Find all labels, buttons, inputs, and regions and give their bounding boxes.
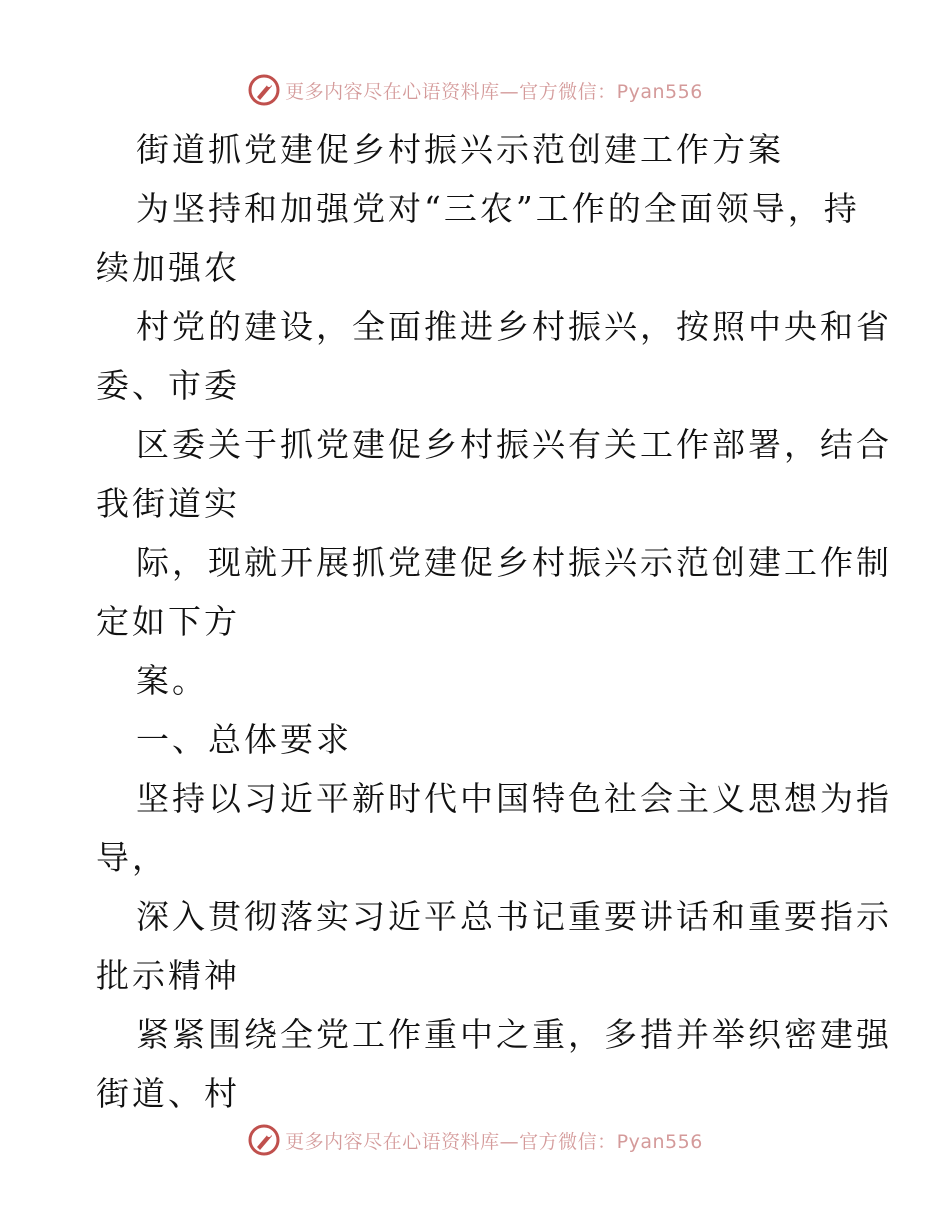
- text-line: 委、市委: [96, 366, 240, 405]
- header-watermark: [0, 70, 950, 110]
- text-line: 深入贯彻落实习近平总书记重要讲话和重要指示: [136, 897, 892, 936]
- text-line: 区委关于抓党建促乡村振兴有关工作部署，结合: [136, 425, 892, 464]
- text-line: 导，: [96, 838, 168, 877]
- text-line: 为坚持和加强党对“三农”工作的全面领导，持: [136, 189, 860, 228]
- document-body: [96, 120, 892, 1123]
- text-line: 一、总体要求: [136, 720, 352, 759]
- text-line: 案。: [136, 661, 208, 700]
- text-line: 街道、村: [96, 1074, 240, 1113]
- text-line: 我街道实: [96, 484, 240, 523]
- text-line: 批示精神: [96, 956, 240, 995]
- text-line: 定如下方: [96, 602, 240, 641]
- text-line: 紧紧围绕全党工作重中之重，多措并举织密建强: [136, 1015, 892, 1054]
- text-line: 坚持以习近平新时代中国特色社会主义思想为指: [136, 779, 892, 818]
- pen-nib-logo-icon: [247, 1123, 281, 1157]
- watermark-text: 更多内容尽在心语资料库—官方微信：Pyan556: [285, 1130, 703, 1153]
- watermark-text: 更多内容尽在心语资料库—官方微信：Pyan556: [285, 80, 703, 103]
- pen-nib-logo-icon: [247, 73, 281, 107]
- text-line: 村党的建设，全面推进乡村振兴，按照中央和省: [136, 307, 892, 346]
- footer-watermark: [0, 1120, 950, 1160]
- text-line: 际，现就开展抓党建促乡村振兴示范创建工作制: [136, 543, 892, 582]
- text-line: 街道抓党建促乡村振兴示范创建工作方案: [136, 130, 784, 169]
- text-line: 续加强农: [96, 248, 240, 287]
